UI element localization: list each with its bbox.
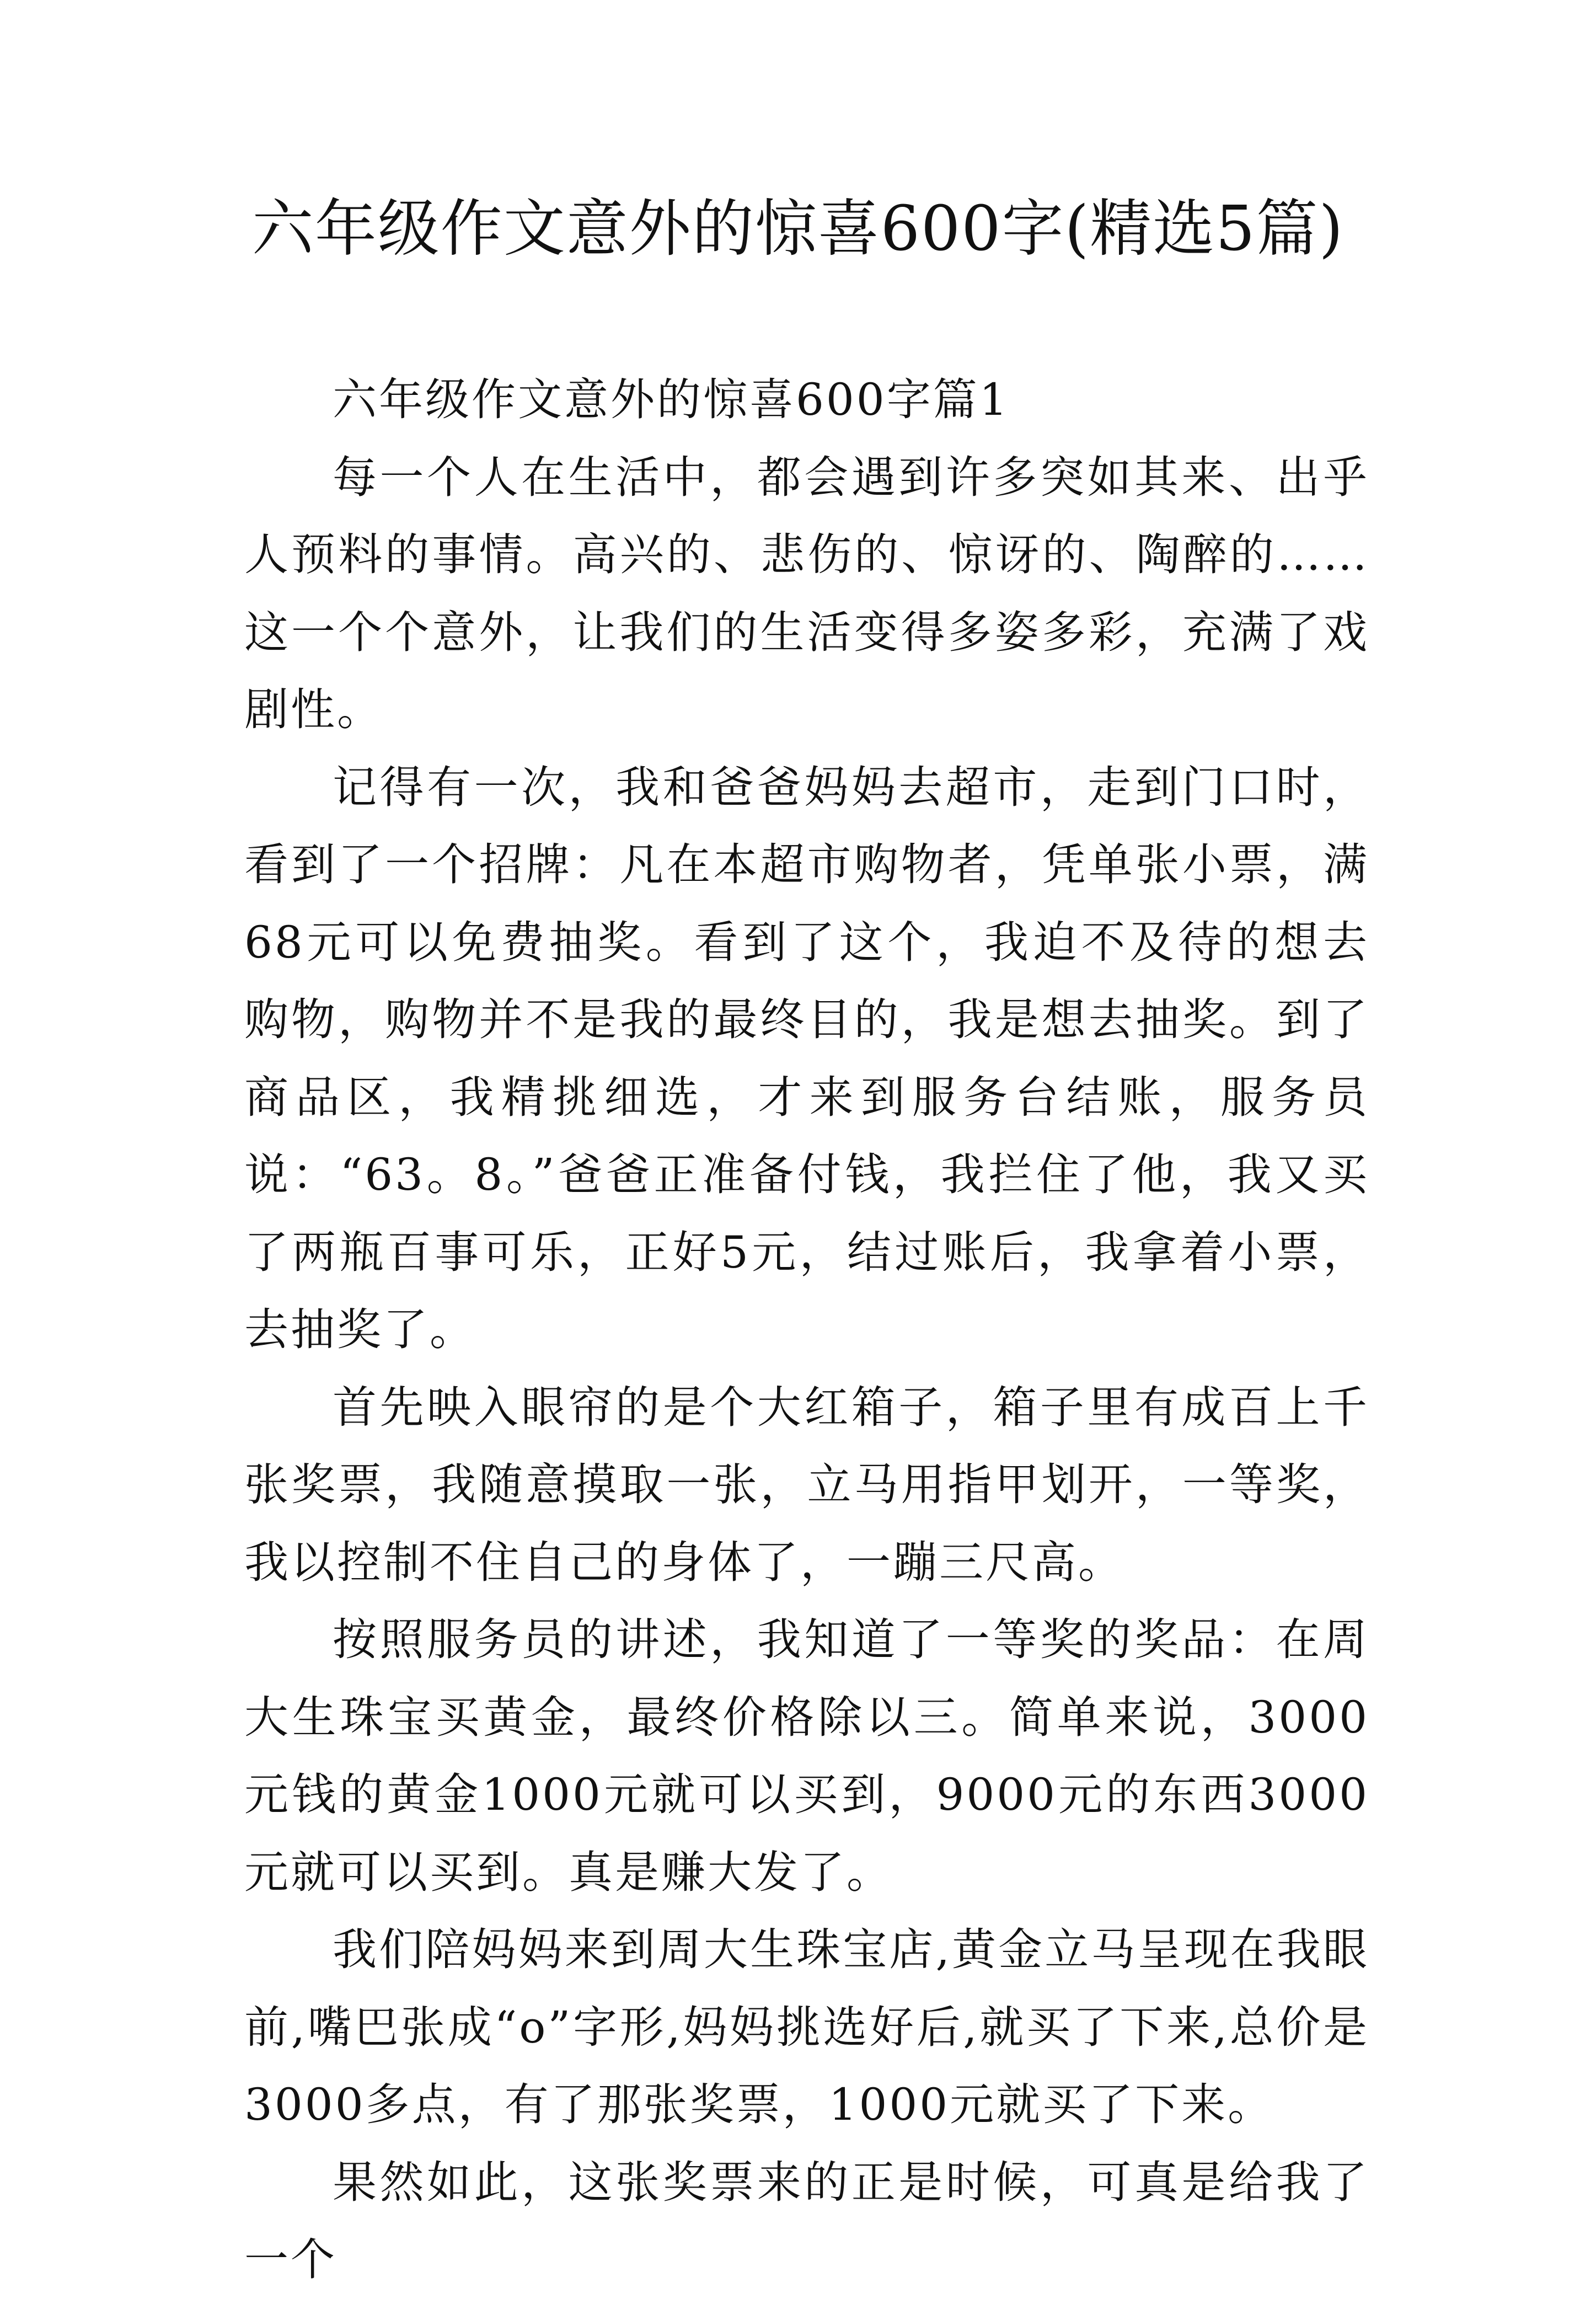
section-heading: 六年级作文意外的惊喜600字篇1	[333, 374, 1010, 425]
document-body	[244, 361, 1369, 2299]
paragraph-3: 首先映入眼帘的是个大红箱子，箱子里有成百上千张奖票，我随意摸取一张，立马用指甲划开，一等奖，我以控制不住自己的身体了，一蹦三尺高。	[244, 1381, 1369, 1588]
paragraph-2: 记得有一次，我和爸爸妈妈去超市，走到门口时，看到了一个招牌：凡在本超市购物者，凭单张小票，满68元可以免费抽奖。看到了这个，我迫不及待的想去购物，购物并不是我的最终目的，我是想去抽奖。到了商品区，我精挑细选，才来到服务台结账，服务员说：“63。8。”爸爸正准备付钱，我拦住了他，我又买了两瓶百事可乐，正好5元，结过账后，我拿着小票，去抽奖了。	[244, 761, 1369, 1355]
paragraph-4: 按照服务员的讲述，我知道了一等奖的奖品：在周大生珠宝买黄金，最终价格除以三。简单来说，3000元钱的黄金1000元就可以买到，9000元的东西3000元就可以买到。真是赚大发了。	[244, 1614, 1369, 1898]
paragraph-5: 我们陪妈妈来到周大生珠宝店,黄金立马呈现在我眼前,嘴巴张成“o”字形,妈妈挑选好后,就买了下来,总价是3000多点，有了那张奖票，1000元就买了下来。	[244, 1924, 1369, 2130]
document-title: 六年级作文意外的惊喜600字(精选5篇)	[251, 193, 1345, 265]
paragraph-1: 每一个人在生活中，都会遇到许多突如其来、出乎人预料的事情。高兴的、悲伤的、惊讶的、陶醉的……这一个个意外，让我们的生活变得多姿多彩，充满了戏剧性。	[244, 451, 1369, 735]
paragraph-6: 果然如此，这张奖票来的正是时候，可真是给我了一个	[244, 2156, 1369, 2285]
